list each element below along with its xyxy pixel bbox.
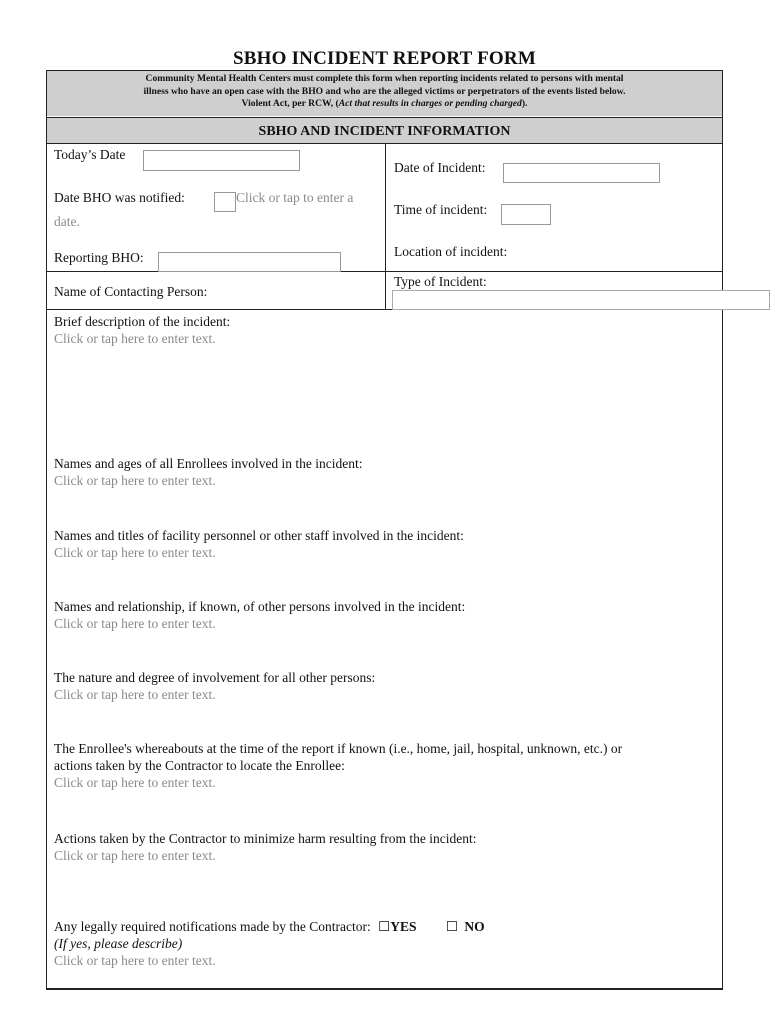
notice-line-2: illness who have an open case with the BHO and who are the alleged victims or perpetrators of the events listed below.: [143, 85, 626, 97]
actions-block: [54, 830, 704, 864]
reporting-bho-input[interactable]: [158, 252, 341, 272]
whereabouts-label-b: actions taken by the Contractor to locate the Enrollee:: [54, 758, 345, 773]
whereabouts-block: [54, 740, 704, 791]
notice-line-3c: ).: [521, 98, 528, 109]
reporting-bho-label: Reporting BHO:: [54, 250, 144, 265]
enrollees-block: [54, 455, 704, 489]
date-picker-placeholder[interactable]: Click or tap to enter a: [236, 190, 354, 205]
yes-label: YES: [390, 919, 417, 934]
form-title: SBHO INCIDENT REPORT FORM: [233, 48, 536, 69]
date-bho-notified-input[interactable]: [214, 192, 236, 212]
actions-label: Actions taken by the Contractor to minimize harm resulting from the incident:: [54, 831, 477, 846]
no-label: NO: [464, 919, 485, 934]
other-persons-block: [54, 598, 704, 632]
type-of-incident-label: Type of Incident:: [394, 274, 487, 289]
time-of-incident-input[interactable]: [501, 204, 551, 225]
whereabouts-label-a: The Enrollee's whereabouts at the time of the report if known (i.e., home, jail, hospital, unknown, etc.) or: [54, 741, 623, 756]
staff-input[interactable]: Click or tap here to enter text.: [54, 545, 216, 560]
notice-line-3a: Violent Act, per RCW, (: [241, 98, 339, 109]
contacting-person-label: Name of Contacting Person:: [54, 284, 208, 299]
staff-block: [54, 527, 704, 561]
form-bottom-rule: [46, 988, 723, 990]
info-row-divider: [47, 271, 722, 272]
time-of-incident-label: Time of incident:: [394, 202, 488, 217]
enrollees-input[interactable]: Click or tap here to enter text.: [54, 473, 216, 488]
info-column-divider: [385, 144, 386, 310]
brief-description-input[interactable]: Click or tap here to enter text.: [54, 331, 216, 346]
notice-banner: [47, 71, 722, 116]
brief-description-label: Brief description of the incident:: [54, 314, 231, 329]
location-of-incident-label: Location of incident:: [394, 244, 508, 259]
notice-line-3: [47, 98, 722, 111]
whereabouts-input[interactable]: Click or tap here to enter text.: [54, 775, 216, 790]
date-picker-placeholder-cont[interactable]: date.: [54, 214, 80, 229]
section-heading: SBHO AND INCIDENT INFORMATION: [47, 117, 722, 144]
notifications-label: Any legally required notifications made by the Contractor:: [54, 919, 371, 934]
date-of-incident-label: Date of Incident:: [394, 160, 486, 175]
staff-label: Names and titles of facility personnel or other staff involved in the incident:: [54, 528, 464, 543]
notifications-input[interactable]: Click or tap here to enter text.: [54, 953, 216, 968]
todays-date-input[interactable]: [143, 150, 300, 171]
date-bho-notified-label: Date BHO was notified:: [54, 190, 185, 205]
nature-input[interactable]: Click or tap here to enter text.: [54, 687, 216, 702]
type-of-incident-input[interactable]: [392, 290, 770, 310]
nature-label: The nature and degree of involvement for all other persons:: [54, 670, 376, 685]
other-persons-label: Names and relationship, if known, of other persons involved in the incident:: [54, 599, 466, 614]
yes-checkbox[interactable]: ☐: [378, 919, 391, 934]
other-persons-input[interactable]: Click or tap here to enter text.: [54, 616, 216, 631]
no-checkbox[interactable]: ☐: [445, 919, 459, 934]
notifications-block: [54, 918, 704, 969]
todays-date-label: Today’s Date: [54, 147, 126, 162]
enrollees-label: Names and ages of all Enrollees involved in the incident:: [54, 456, 363, 471]
nature-block: [54, 669, 704, 703]
brief-description-block: [54, 313, 704, 347]
date-of-incident-input[interactable]: [503, 163, 660, 183]
notice-line-3b: Act that results in charges or pending charged: [338, 98, 522, 109]
notice-line-1: Community Mental Health Centers must complete this form when reporting incidents related to persons with mental: [145, 73, 624, 84]
actions-input[interactable]: Click or tap here to enter text.: [54, 848, 216, 863]
if-yes-label: (If yes, please describe): [54, 936, 183, 951]
